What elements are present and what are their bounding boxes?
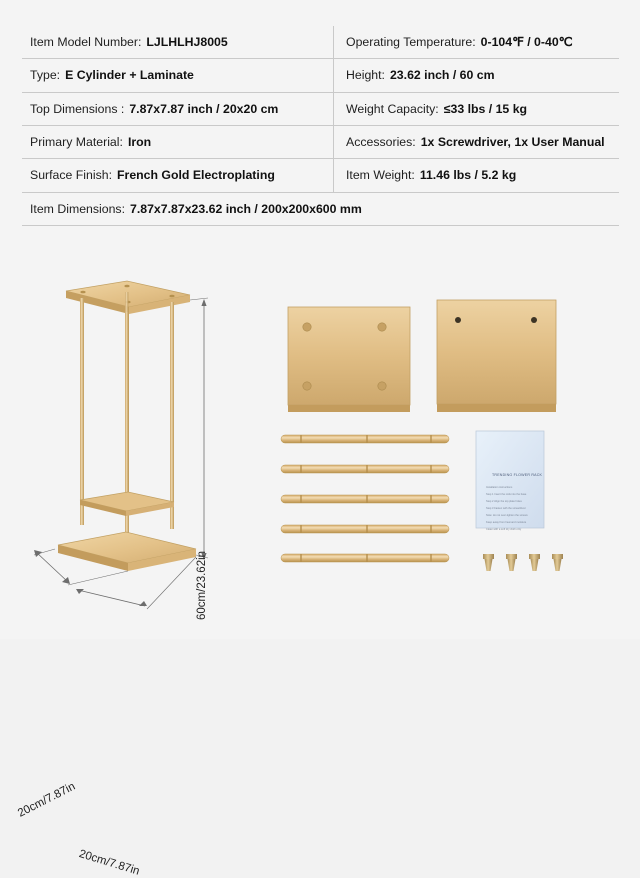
spec-value: E Cylinder + Laminate [65, 68, 194, 83]
spec-label: Weight Capacity: [346, 101, 439, 116]
spec-value: French Gold Electroplating [117, 168, 275, 183]
spec-label: Primary Material: [30, 135, 123, 150]
spec-cell-type [22, 59, 334, 91]
manual-line: Keep away from heat and moisture [486, 521, 527, 524]
screw [552, 554, 563, 571]
table-row [22, 193, 619, 226]
stand-middle-shelf [80, 492, 174, 516]
rod [281, 495, 449, 503]
spec-label: Operating Temperature: [346, 35, 476, 49]
spec-value: 7.87x7.87x23.62 inch / 200x200x600 mm [130, 201, 362, 216]
table-row [22, 59, 619, 92]
spec-value: ≤33 lbs / 15 kg [443, 101, 528, 116]
spec-label: Type: [30, 68, 61, 83]
table-row [22, 159, 619, 192]
spec-label: Top Dimensions : [30, 101, 125, 116]
spec-value: 0-104℉ / 0-40℃ [480, 35, 573, 49]
rod [281, 554, 449, 562]
assembled-stand [58, 281, 196, 571]
manual-line: Installation instructions [486, 486, 513, 489]
stand-base-plate [58, 532, 196, 571]
spec-cell-top-dimensions [22, 93, 334, 125]
dimension-left-label: 20cm/7.87in [16, 780, 78, 820]
part-screws-group [483, 554, 563, 571]
rod [281, 525, 449, 533]
manual-line: Note: do not over-tighten the screws [486, 514, 528, 517]
part-rods-group [281, 435, 449, 562]
screw [506, 554, 517, 571]
spec-cell-accessories [334, 126, 619, 158]
rod [281, 465, 449, 473]
product-illustration [0, 268, 640, 878]
manual-line: Step 2 Align the top plate holes [486, 500, 522, 503]
dimension-front-label: 20cm/7.87in [77, 848, 141, 878]
spec-cell-item-dimensions [22, 193, 619, 225]
part-base-plate-flat [437, 300, 556, 412]
rod [281, 435, 449, 443]
spec-label: Accessories: [346, 135, 416, 150]
spec-cell-operating-temperature [334, 26, 619, 58]
spec-value: 1x Screwdriver, 1x User Manual [420, 135, 605, 150]
spec-cell-weight-capacity [334, 93, 619, 125]
manual-line: Clean with a soft dry cloth only [486, 528, 522, 531]
spec-value: 7.87x7.87 inch / 20x20 cm [129, 101, 279, 116]
spec-label: Item Dimensions: [30, 201, 125, 216]
screw [483, 554, 494, 571]
manual-line: Step 1 Insert the rods into the base [486, 493, 527, 496]
spec-label: Surface Finish: [30, 168, 113, 183]
spec-label: Item Model Number: [30, 35, 142, 49]
spec-cell-primary-material [22, 126, 334, 158]
table-row [22, 26, 619, 59]
table-row [22, 93, 619, 126]
specification-table [22, 26, 619, 226]
spec-value: 11.46 lbs / 5.2 kg [419, 168, 517, 183]
part-top-plate-flat [288, 307, 410, 412]
manual-title: TRENDING FLOWER RACK [492, 473, 543, 477]
spec-label: Item Weight: [346, 168, 415, 183]
screw [529, 554, 540, 571]
spec-cell-item-weight [334, 159, 619, 191]
spec-value: LJLHLHJ8005 [146, 35, 228, 49]
table-row [22, 126, 619, 159]
spec-value: 23.62 inch / 60 cm [389, 68, 495, 83]
spec-cell-height [334, 59, 619, 91]
spec-cell-item-model-number [22, 26, 334, 58]
spec-cell-surface-finish [22, 159, 334, 191]
illustration-svg [0, 268, 640, 639]
manual-line: Step 3 Fasten with the screwdriver [486, 507, 526, 510]
spec-label: Height: [346, 68, 385, 83]
dimension-height-label: 60cm/23.62in [196, 550, 208, 620]
spec-value: Iron [127, 135, 152, 150]
